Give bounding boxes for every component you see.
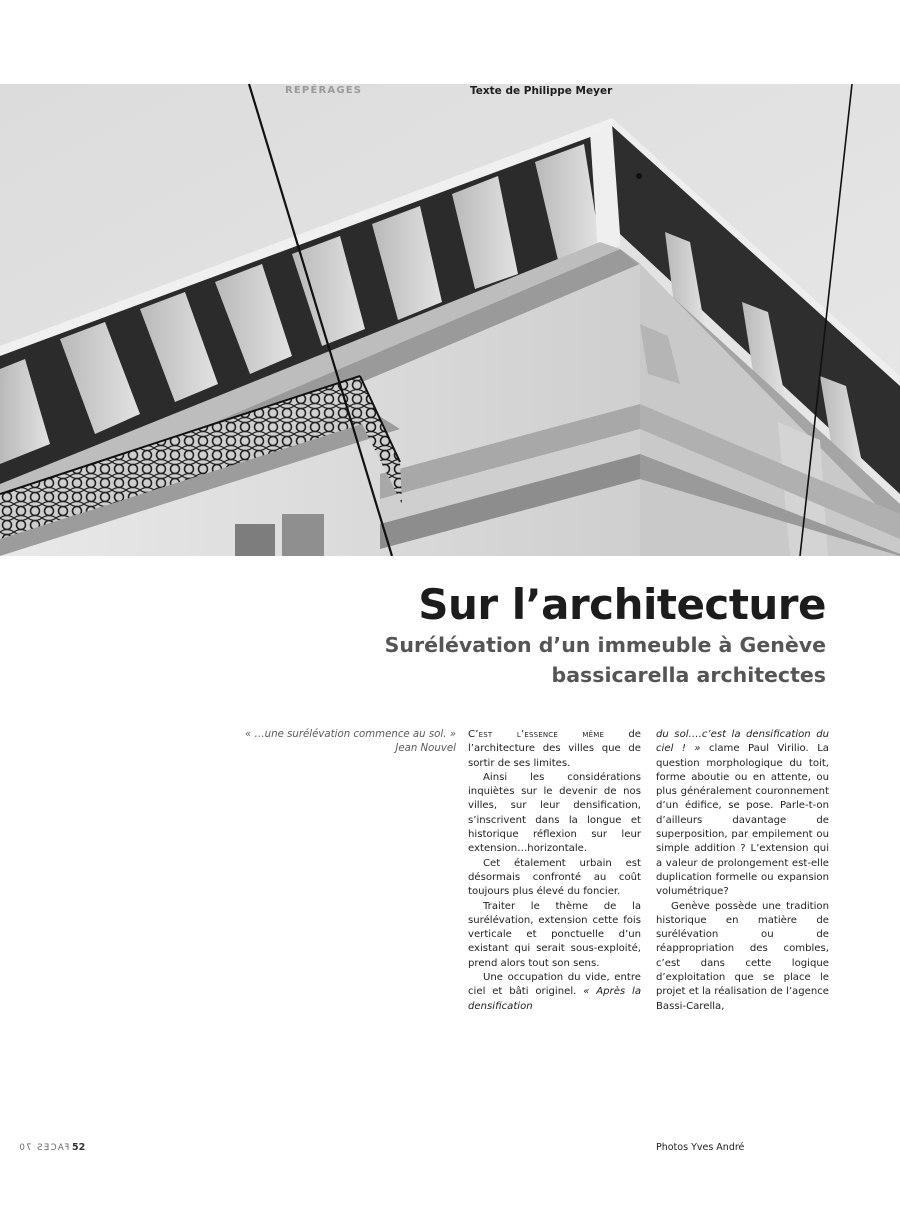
paragraph: Ainsi les considérations inquiètes sur le devenir de nos villes, sur leur densification, s’inscrivent dans la longue et historique réflexion sur leur extension…horizontale. xyxy=(468,771,641,855)
text-column-2 xyxy=(656,728,829,1014)
article-title: Sur l’architecture xyxy=(418,580,826,629)
subtitle-line-2: bassicarella architectes xyxy=(551,663,826,687)
page-number: 52 xyxy=(72,1142,86,1153)
subtitle-line-1: Surélévation d’un immeuble à Genève xyxy=(384,633,826,657)
epigraph xyxy=(230,728,456,757)
text-column-1 xyxy=(468,728,641,1014)
paragraph: Une occupation du vide, entre ciel et bâti originel. « Après la densification xyxy=(468,972,641,1012)
magazine-name-mirrored: FACES 70 xyxy=(18,1143,70,1153)
building-photo-illustration xyxy=(0,84,900,556)
quote-italic: du sol….c’est la densification du ciel ! » xyxy=(656,729,829,755)
paragraph: du sol….c’est la densification du ciel ! » clame Paul Virilio. La question morphologique du toit, forme aboutie ou en attente, ou plus généralement couronnement d’un édifice, se pose. Parle-t-on d’ailleurs davantage de superposition, par empilement ou simple addition ? L’extension qui a valeur de prolongement est-elle duplication formelle ou expansion volumétrique? xyxy=(656,729,829,898)
article-subtitle xyxy=(385,630,826,690)
quote-italic: « Après la densification xyxy=(468,986,641,1012)
lead-in-smallcaps: C’est l’essence même xyxy=(468,729,605,740)
author-byline: Texte de Philippe Meyer xyxy=(470,85,613,97)
paragraph: Genève possède une tradition historique en matière de surélévation ou de réappropriation des combles, c’est dans cette logique d’exploitation que se place le projet et la réalisation de l’agence Bassi-Carella, xyxy=(656,900,829,1012)
paragraph: C’est l’essence même de l’architecture des villes que de sortir de ses limites. xyxy=(468,729,641,769)
paragraph: Traiter le thème de la surélévation, extension cette fois verticale et ponctuelle d’un existant qui serait sous-exploité, prend alors tout son sens. xyxy=(468,900,641,969)
photo-credit: Photos Yves André xyxy=(656,1142,745,1153)
paragraph: Cet étalement urbain est désormais confronté au coût toujours plus élevé du foncier. xyxy=(468,857,641,898)
hero-photograph xyxy=(0,84,900,556)
epigraph-quote: « …une surélévation commence au sol. » xyxy=(244,729,456,740)
epigraph-author: Jean Nouvel xyxy=(395,743,456,755)
section-label: REPÉRAGES xyxy=(285,85,363,96)
